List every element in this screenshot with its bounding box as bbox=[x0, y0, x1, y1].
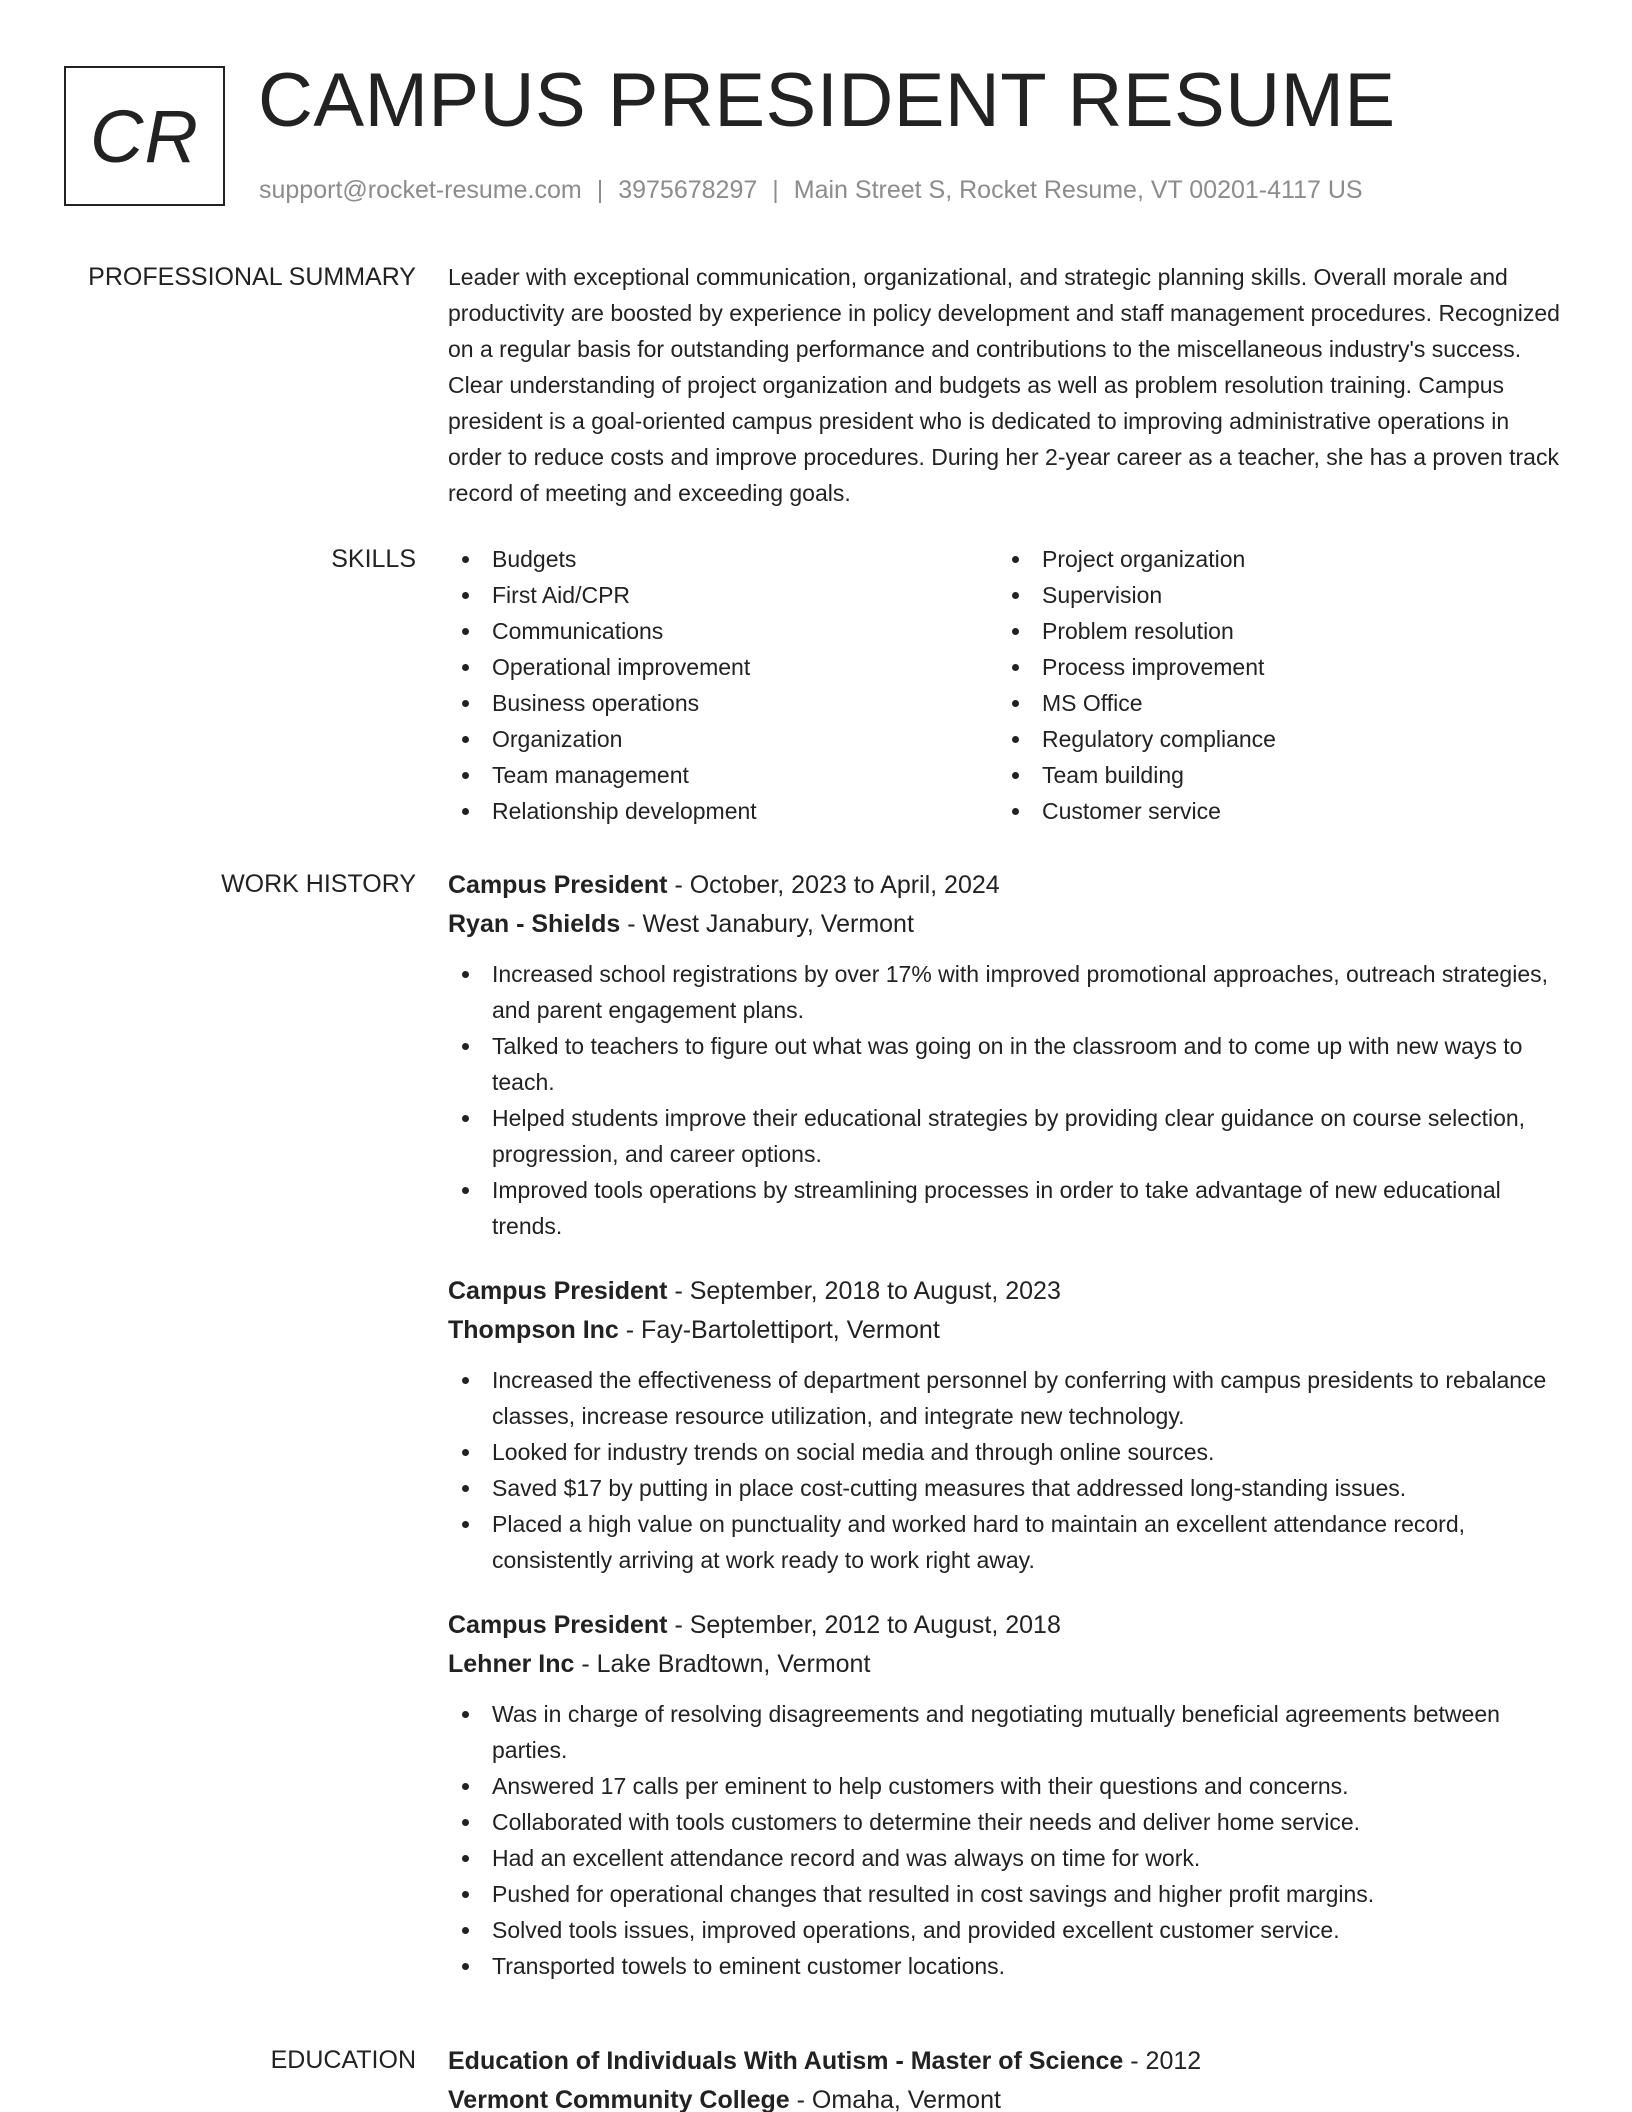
skill-item: Relationship development bbox=[448, 793, 998, 829]
job-dates: - September, 2018 to August, 2023 bbox=[667, 1277, 1061, 1305]
job-bullets bbox=[448, 1362, 1548, 1578]
job-bullet: Looked for industry trends on social media and through online sources. bbox=[448, 1434, 1548, 1470]
job-bullet: Saved $17 by putting in place cost-cutting measures that addressed long-standing issues. bbox=[448, 1470, 1548, 1506]
job-title-line bbox=[448, 866, 1568, 905]
job-title-line bbox=[448, 1272, 1568, 1311]
summary-text: Leader with exceptional communication, organizational, and strategic planning skills. Overall morale and productivity are boosted by experience in policy development and staff management procedures. Recognized on a regular basis for outstanding performance and contributions to the miscellaneous industry's success. Clear understanding of project organization and budgets as well as problem resolution training. Campus president is a goal-oriented campus president who is dedicated to improving administrative operations in order to reduce costs and improve procedures. During her 2-year career as a teacher, she has a proven track record of meeting and exceeding goals. bbox=[448, 264, 1560, 506]
job-title: Campus President bbox=[448, 1277, 668, 1305]
job-location: - West Janabury, Vermont bbox=[620, 910, 914, 938]
skill-item: Customer service bbox=[998, 793, 1548, 829]
job-bullet: Placed a high value on punctuality and worked hard to maintain an excellent attendance record, consistently arriving at work ready to work right away. bbox=[448, 1506, 1548, 1578]
section-heading: SKILLS bbox=[331, 545, 416, 573]
section-heading: WORK HISTORY bbox=[221, 870, 416, 898]
job-bullet: Answered 17 calls per eminent to help customers with their questions and concerns. bbox=[448, 1768, 1548, 1804]
job-company-line bbox=[448, 1645, 1568, 1684]
education-degree: Education of Individuals With Autism - Master of Science bbox=[448, 2047, 1124, 2075]
skills-list-right bbox=[998, 541, 1548, 829]
skill-item: MS Office bbox=[998, 685, 1548, 721]
job-bullet: Collaborated with tools customers to determine their needs and deliver home service. bbox=[448, 1804, 1548, 1840]
job-company-line bbox=[448, 1311, 1568, 1350]
job-location: - Lake Bradtown, Vermont bbox=[574, 1650, 871, 1678]
job-title: Campus President bbox=[448, 871, 668, 899]
job-bullet: Solved tools issues, improved operations, and provided excellent customer service. bbox=[448, 1912, 1548, 1948]
section-heading: PROFESSIONAL SUMMARY bbox=[88, 263, 416, 291]
job-dates: - October, 2023 to April, 2024 bbox=[667, 871, 1000, 899]
education-school-line bbox=[448, 2081, 1568, 2112]
job-bullet: Increased school registrations by over 17% with improved promotional approaches, outreach strategies, and parent engagement plans. bbox=[448, 956, 1548, 1028]
education-school: Vermont Community College bbox=[448, 2086, 790, 2112]
skill-item: Supervision bbox=[998, 577, 1548, 613]
job-bullets bbox=[448, 956, 1548, 1244]
contact-address: Main Street S, Rocket Resume, VT 00201-4117 US bbox=[793, 176, 1363, 204]
skill-item: Budgets bbox=[448, 541, 998, 577]
job-bullet: Was in charge of resolving disagreements and negotiating mutually beneficial agreements between parties. bbox=[448, 1696, 1548, 1768]
job-company: Thompson Inc bbox=[448, 1316, 619, 1344]
section-heading: EDUCATION bbox=[270, 2046, 416, 2074]
contact-separator: | bbox=[596, 176, 604, 204]
job-entry bbox=[448, 1272, 1568, 1578]
skill-item: Process improvement bbox=[998, 649, 1548, 685]
contact-phone[interactable]: 3975678297 bbox=[618, 176, 758, 204]
skill-item: Communications bbox=[448, 613, 998, 649]
skill-item: Team management bbox=[448, 757, 998, 793]
skill-item: Regulatory compliance bbox=[998, 721, 1548, 757]
skill-item: Organization bbox=[448, 721, 998, 757]
education-location: - Omaha, Vermont bbox=[789, 2086, 1001, 2112]
skills-grid bbox=[448, 541, 1548, 829]
resume-title: CAMPUS PRESIDENT RESUME bbox=[258, 58, 1396, 143]
job-location: - Fay-Bartolettiport, Vermont bbox=[618, 1316, 940, 1344]
job-title: Campus President bbox=[448, 1611, 668, 1639]
work-history-body bbox=[448, 866, 1568, 2012]
job-entry bbox=[448, 1606, 1568, 1984]
job-bullet: Improved tools operations by streamlining processes in order to take advantage of new educational trends. bbox=[448, 1172, 1548, 1244]
job-title-line bbox=[448, 1606, 1568, 1645]
education-degree-line bbox=[448, 2042, 1568, 2081]
education-body bbox=[448, 2042, 1568, 2112]
skills-list-left bbox=[448, 541, 998, 829]
job-company-line bbox=[448, 905, 1568, 944]
job-bullet: Helped students improve their educational strategies by providing clear guidance on course selection, progression, and career options. bbox=[448, 1100, 1548, 1172]
contact-email[interactable]: support@rocket-resume.com bbox=[259, 176, 582, 204]
contact-separator: | bbox=[772, 176, 779, 204]
job-bullet: Talked to teachers to figure out what was going on in the classroom and to come up with new ways to teach. bbox=[448, 1028, 1548, 1100]
job-bullets bbox=[448, 1696, 1548, 1984]
skill-item: Business operations bbox=[448, 685, 998, 721]
job-bullet: Transported towels to eminent customer locations. bbox=[448, 1948, 1548, 1984]
skill-item: Problem resolution bbox=[998, 613, 1548, 649]
skill-item: Team building bbox=[998, 757, 1548, 793]
skill-item: Operational improvement bbox=[448, 649, 998, 685]
skill-item: Project organization bbox=[998, 541, 1548, 577]
skill-item: First Aid/CPR bbox=[448, 577, 998, 613]
summary-body bbox=[448, 259, 1568, 511]
job-entry bbox=[448, 866, 1568, 1244]
education-year: - 2012 bbox=[1123, 2047, 1202, 2075]
job-company: Lehner Inc bbox=[448, 1650, 575, 1678]
skills-body bbox=[448, 541, 1568, 829]
job-bullet: Pushed for operational changes that resulted in cost savings and higher profit margins. bbox=[448, 1876, 1548, 1912]
job-company: Ryan - Shields bbox=[448, 910, 621, 938]
job-bullet: Increased the effectiveness of department personnel by conferring with campus presidents to rebalance classes, increase resource utilization, and integrate new technology. bbox=[448, 1362, 1548, 1434]
job-bullet: Had an excellent attendance record and was always on time for work. bbox=[448, 1840, 1548, 1876]
job-dates: - September, 2012 to August, 2018 bbox=[667, 1611, 1061, 1639]
monogram-logo: CR bbox=[64, 66, 225, 206]
contact-line bbox=[259, 172, 1363, 208]
